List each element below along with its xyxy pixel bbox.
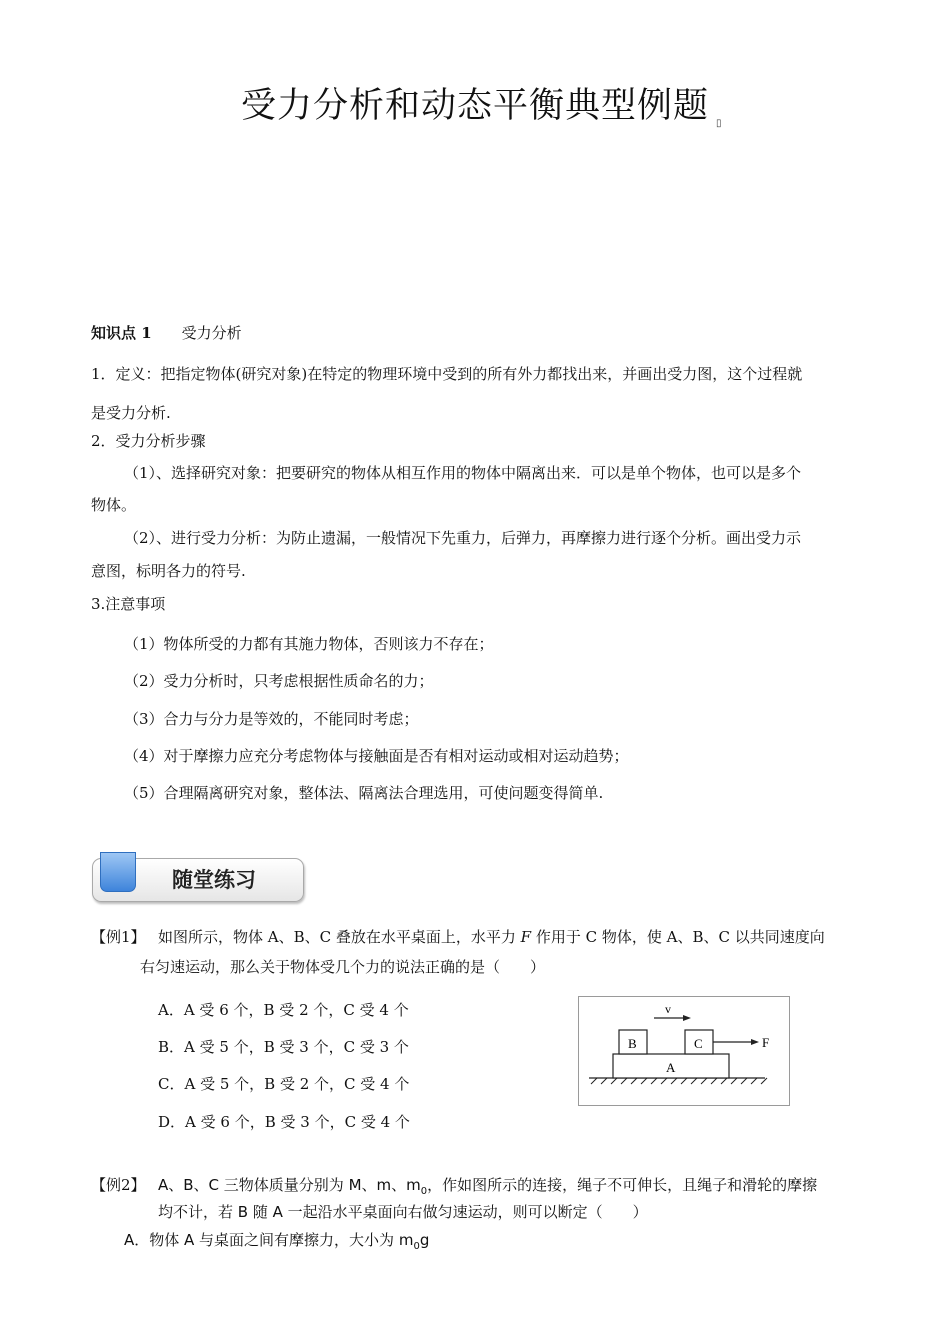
- blocks-diagram: [579, 997, 789, 1105]
- velocity-arrowhead: [683, 1015, 691, 1021]
- note-item: （2）受力分析时，只考虑根据性质命名的力；: [124, 672, 434, 690]
- example2-tag: 【例2】: [91, 1176, 146, 1194]
- step2-line-1: （2）、进行受力分析：为防止遗漏，一般情况下先重力，后弹力，再摩擦力进行逐个分析。画出受力示: [124, 529, 802, 547]
- section-name: 受力分析: [181, 324, 242, 342]
- definition-line-2: 是受力分析.: [91, 404, 171, 422]
- example1-tag: 【例1】: [91, 928, 146, 946]
- force-label: F: [762, 1035, 770, 1050]
- ground-hatching: [591, 1078, 767, 1084]
- force-arrowhead: [751, 1039, 759, 1045]
- example1-option-d: D．A 受 6 个，B 受 3 个，C 受 4 个: [158, 1113, 410, 1131]
- section-heading: [91, 322, 242, 343]
- example2-line-2: 均不计，若 B 随 A 一起沿水平桌面向右做匀速运动，则可以断定（ ）: [158, 1203, 648, 1221]
- example1-line-2: 右匀速运动，那么关于物体受几个力的说法正确的是（ ）: [140, 958, 546, 976]
- example1-line-1: 如图所示，物体 A、B、C 叠放在水平桌面上，水平力 F 作用于 C 物体，使 A、B、C 以共同速度向: [158, 928, 825, 946]
- block-a-label: A: [666, 1060, 676, 1075]
- steps-heading: 2．受力分析步骤: [91, 432, 206, 450]
- section-label: 知识点 1: [91, 324, 152, 342]
- note-item: （5）合理隔离研究对象，整体法、隔离法合理选用，可使问题变得简单.: [124, 784, 604, 802]
- example2-line-1: A、B、C 三物体质量分别为 M、m、$m_0$，作如图所示的连接，绳子不可伸长，且绳子和滑轮的摩擦: [158, 1176, 818, 1197]
- page-title: 受力分析和动态平衡典型例题: [240, 86, 709, 126]
- note-item: （3）合力与分力是等效的，不能同时考虑；: [124, 710, 419, 728]
- note-item: （4）对于摩擦力应充分考虑物体与接触面是否有相对运动或相对运动趋势；: [124, 747, 629, 765]
- step1-line-2: 物体。: [91, 496, 137, 514]
- banner-tab-icon: [100, 852, 136, 892]
- step2-line-2: 意图，标明各力的符号.: [91, 562, 246, 580]
- velocity-label: v: [665, 1002, 671, 1016]
- example2-option-a: A．物体 A 与桌面之间有摩擦力，大小为 $m_0g$: [124, 1231, 430, 1252]
- example1-option-b: B．A 受 5 个，B 受 3 个，C 受 3 个: [158, 1038, 409, 1056]
- definition-line-1: 1．定义：把指定物体(研究对象)在特定的物理环境中受到的所有外力都找出来，并画出受力图，这个过程就: [91, 365, 803, 383]
- practice-banner-title: 随堂练习: [172, 868, 256, 892]
- block-b-label: B: [628, 1036, 637, 1051]
- notes-heading: 3.注意事项: [91, 595, 166, 613]
- example1-figure: [578, 996, 790, 1106]
- example1-option-a: A．A 受 6 个，B 受 2 个，C 受 4 个: [158, 1001, 409, 1019]
- step1-line-1: （1）、选择研究对象：把要研究的物体从相互作用的物体中隔离出来．可以是单个物体，也可以是多个: [124, 464, 802, 482]
- block-c-label: C: [694, 1036, 703, 1051]
- note-item: （1）物体所受的力都有其施力物体，否则该力不存在；: [124, 635, 494, 653]
- title-marker: ▯: [716, 118, 722, 129]
- example1-option-c: C．A 受 5 个，B 受 2 个，C 受 4 个: [158, 1075, 410, 1093]
